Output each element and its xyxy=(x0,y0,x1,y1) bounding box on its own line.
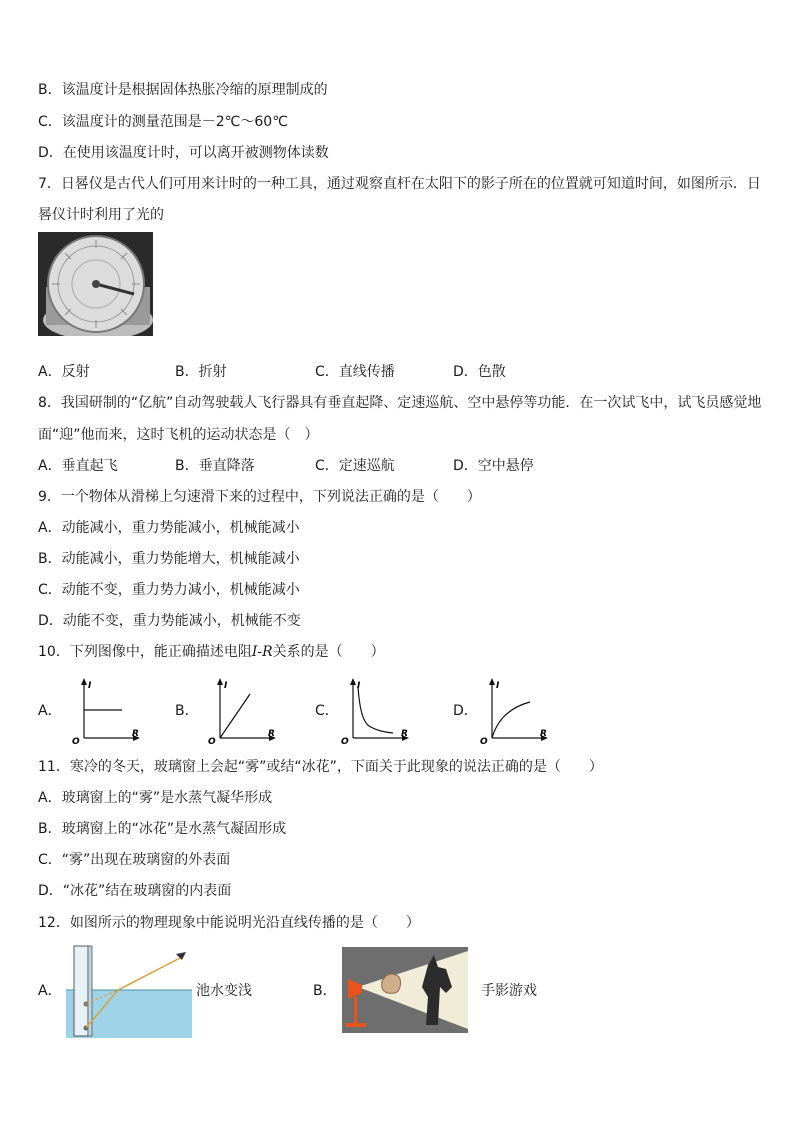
q9-option-a: A．动能减小，重力势能减小，机械能减小 xyxy=(38,520,300,536)
hand-shadow-figure xyxy=(342,947,468,1033)
q10-stem-pre: 10．下列图像中，能正确描述电阻 xyxy=(38,644,252,660)
q12-caption-b: 手影游戏 xyxy=(481,983,537,999)
q10-stem xyxy=(38,642,385,662)
q9-option-c: C．动能不变，重力势力减小，机械能减小 xyxy=(38,582,300,598)
q8-option-d: D．空中悬停 xyxy=(453,458,534,474)
q8-stem-line2: 面“迎”他而来，这时飞机的运动状态是（ ） xyxy=(38,427,319,443)
q9-stem: 9．一个物体从滑梯上匀速滑下来的过程中，下列说法正确的是（ ） xyxy=(38,489,481,505)
q12-stem: 12．如图所示的物理现象中能说明光沿直线传播的是（ ） xyxy=(38,915,420,931)
q7-stem-line1: 7．日晷仪是古代人们可用来计时的一种工具，通过观察直杆在太阳下的影子所在的位置就可知道时间，如图所示．日 xyxy=(38,176,761,192)
q10-stem-post: 关系的是（ ） xyxy=(272,644,385,660)
q7-stem-line2: 晷仪计时利用了光的 xyxy=(38,207,164,223)
q9-option-d: D．动能不变，重力势能减小，机械能不变 xyxy=(38,613,301,629)
q7-option-d: D．色散 xyxy=(453,364,506,380)
q8-option-c: C．定速巡航 xyxy=(315,458,395,474)
q10-b-axis-y: I xyxy=(224,681,228,691)
q10-stem-variable: I-R xyxy=(251,644,273,660)
q10-option-b-label: B． xyxy=(175,703,199,719)
q10-a-origin: O xyxy=(72,737,80,746)
q10-graph-b xyxy=(206,676,282,746)
q10-c-origin: O xyxy=(341,737,349,746)
q10-d-axis-x: R xyxy=(540,729,547,739)
q10-option-d-label: D． xyxy=(453,703,478,719)
q7-option-c: C．直线传播 xyxy=(315,364,395,380)
q12-caption-a: 池水变浅 xyxy=(196,983,252,999)
q8-option-a: A．垂直起飞 xyxy=(38,458,118,474)
q10-graph-d xyxy=(478,676,554,746)
q11-option-c: C．“雾”出现在玻璃窗的外表面 xyxy=(38,852,231,868)
q10-b-origin: O xyxy=(208,737,216,746)
q10-option-a-label: A． xyxy=(38,703,62,719)
q10-graph-a xyxy=(70,676,146,746)
q10-c-axis-x: R xyxy=(401,729,408,739)
q12-option-b-label: B． xyxy=(313,983,337,999)
q11-option-a: A．玻璃窗上的“雾”是水蒸气凝华形成 xyxy=(38,790,273,806)
q10-d-origin: O xyxy=(480,737,488,746)
q11-option-d: D．“冰花”结在玻璃窗的内表面 xyxy=(38,883,232,899)
q6-option-c: C．该温度计的测量范围是－2℃～60℃ xyxy=(38,114,288,130)
sundial-photo xyxy=(38,232,153,336)
q8-option-b: B．垂直降落 xyxy=(175,458,255,474)
q12-option-a-label: A． xyxy=(38,983,62,999)
q11-option-b: B．玻璃窗上的“冰花”是水蒸气凝固形成 xyxy=(38,821,287,837)
q9-option-b: B．动能减小，重力势能增大，机械能减小 xyxy=(38,551,300,567)
q10-graph-c xyxy=(339,676,415,746)
q7-option-a: A．反射 xyxy=(38,364,90,380)
q10-a-axis-x: R xyxy=(132,729,139,739)
q6-option-d: D．在使用该温度计时，可以离开被测物体读数 xyxy=(38,145,329,161)
q10-c-axis-y: I xyxy=(357,681,361,691)
q10-d-axis-y: I xyxy=(496,681,500,691)
q10-a-axis-y: I xyxy=(88,681,92,691)
q10-b-axis-x: R xyxy=(268,729,275,739)
q7-option-b: B．折射 xyxy=(175,364,227,380)
q11-stem: 11．寒冷的冬天，玻璃窗上会起“雾”或结“冰花”，下面关于此现象的说法正确的是（ ） xyxy=(38,759,603,775)
q8-stem-line1: 8．我国研制的“亿航”自动驾驶载人飞行器具有垂直起降、定速巡航、空中悬停等功能．在一次试飞中，试飞员感觉地 xyxy=(38,395,762,411)
q10-option-c-label: C． xyxy=(315,703,339,719)
q6-option-b: B．该温度计是根据固体热胀冷缩的原理制成的 xyxy=(38,82,328,98)
pool-refraction-figure xyxy=(66,944,192,1038)
